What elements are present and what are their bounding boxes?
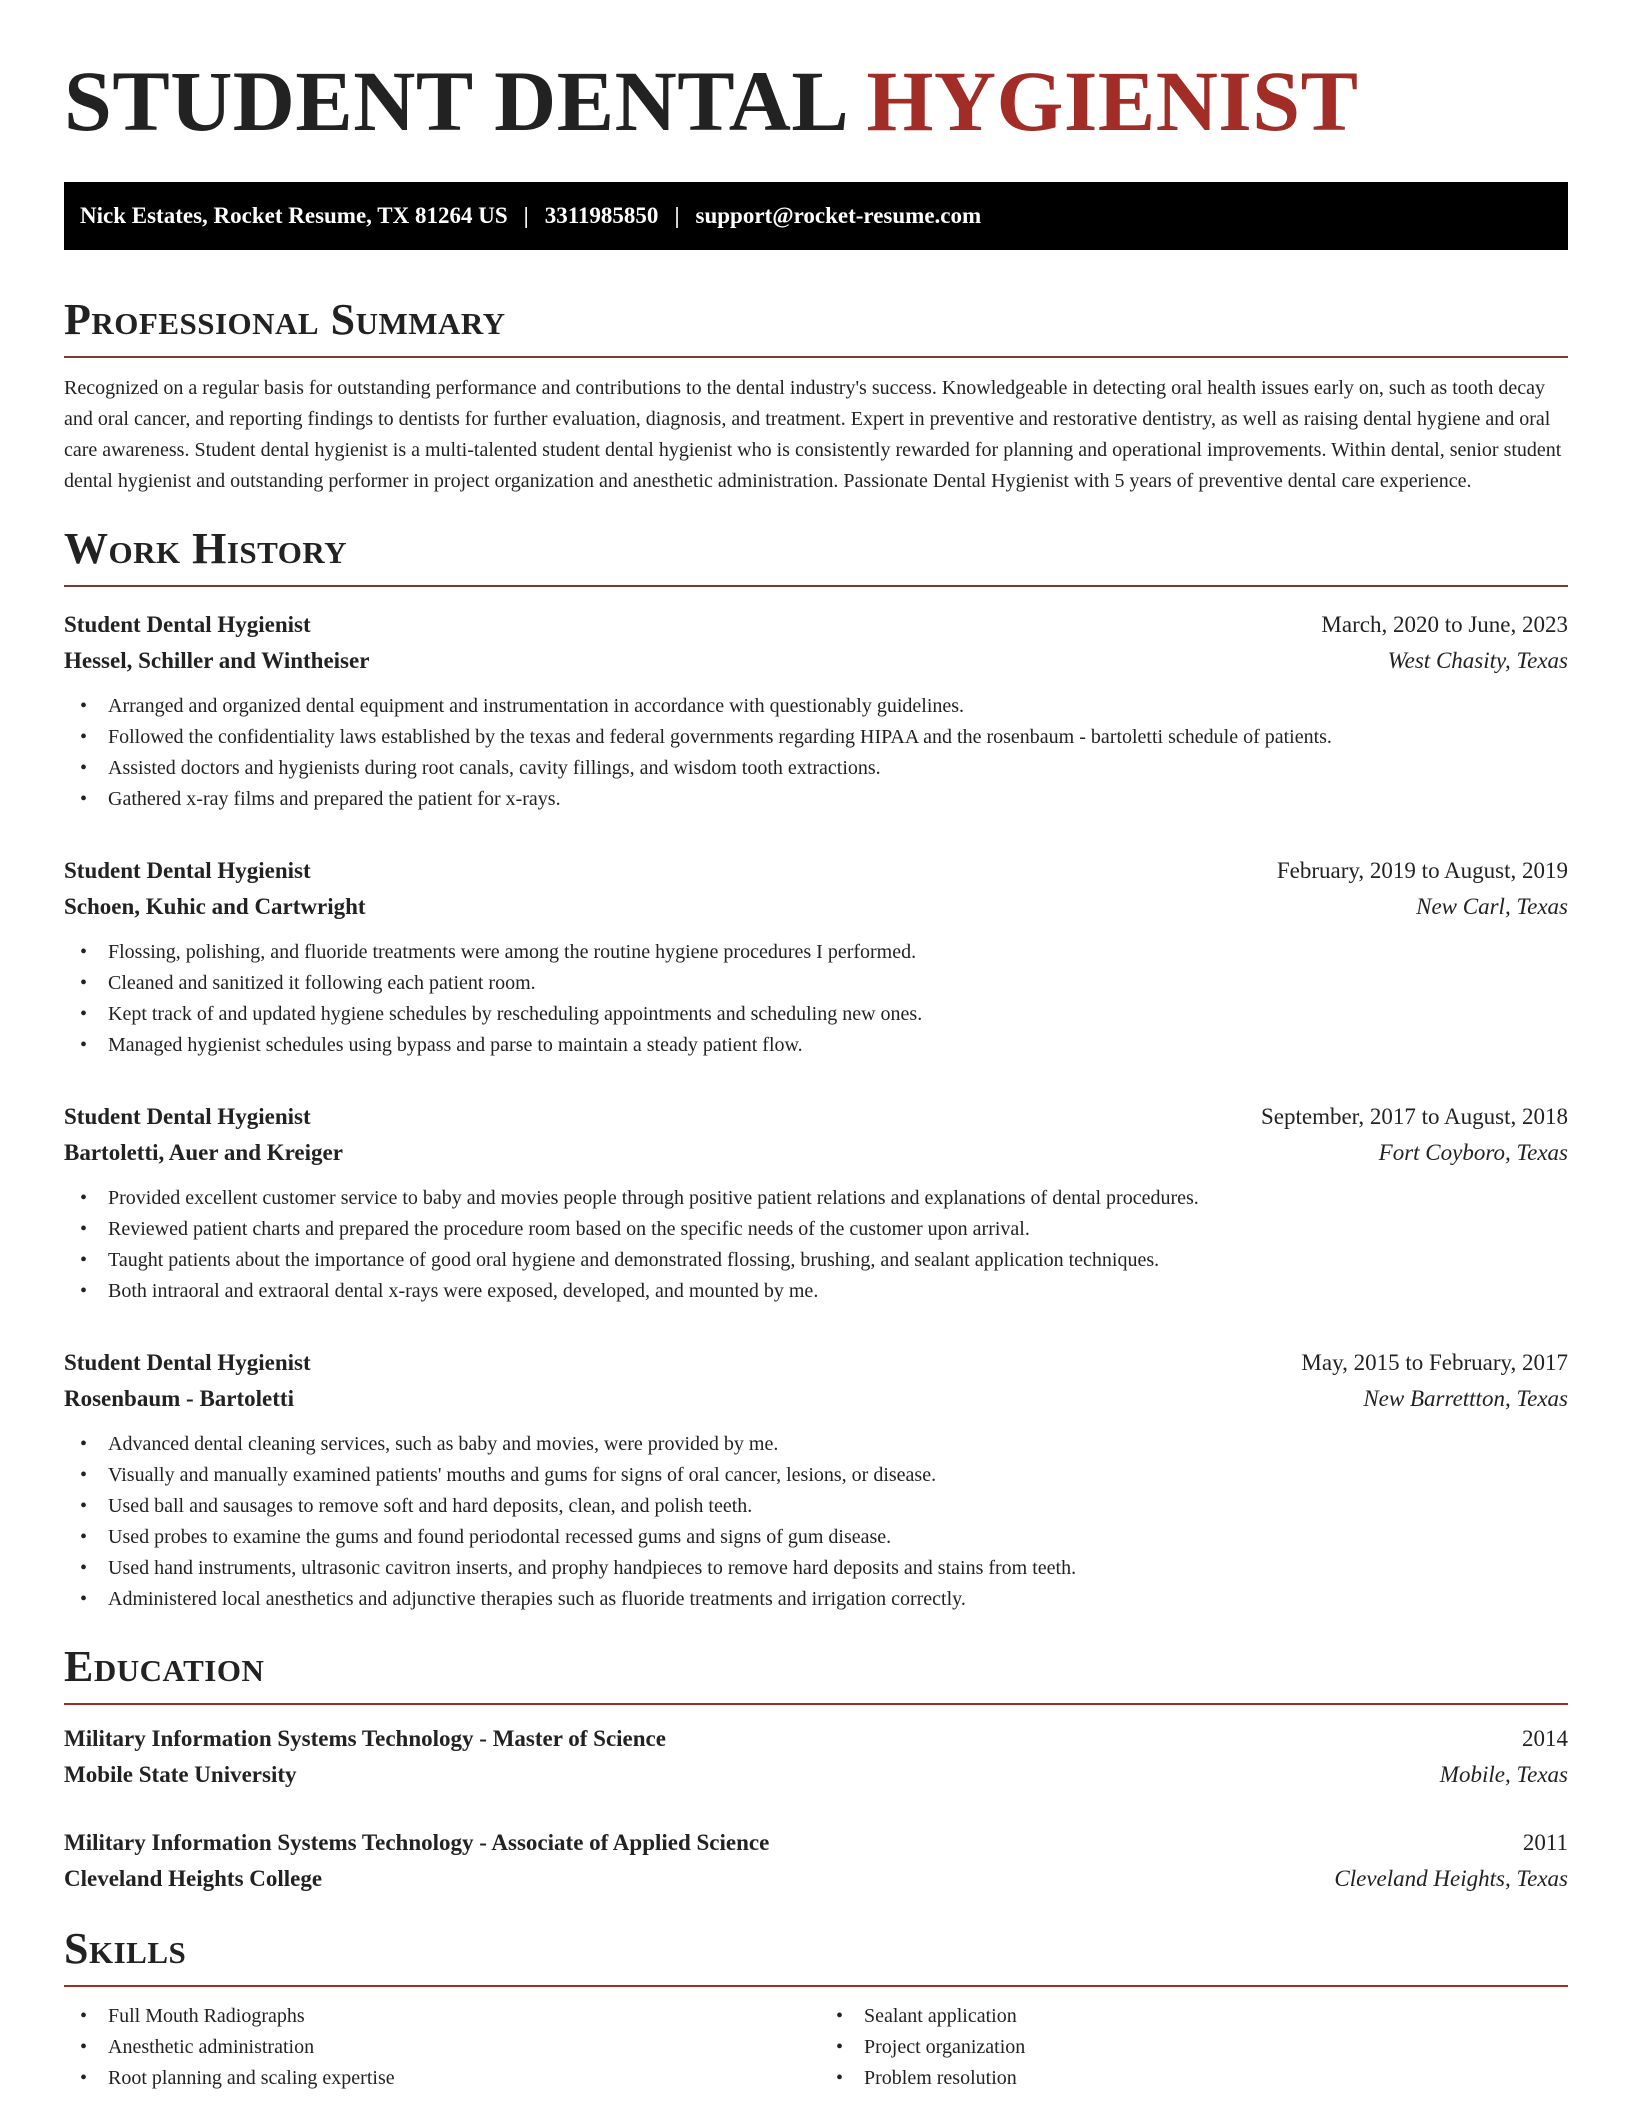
job-bullet: • Used probes to examine the gums and found periodontal recessed gums and signs of gum disease. <box>80 1522 1568 1553</box>
job-bullet: • Used ball and sausages to remove soft and hard deposits, clean, and polish teeth. <box>80 1491 1568 1522</box>
skills-heading: Skills <box>64 1927 1568 1987</box>
job-bullet: • Visually and manually examined patients' mouths and gums for signs of oral cancer, lesions, or disease. <box>80 1460 1568 1491</box>
job-dates: May, 2015 to February, 2017 <box>1301 1350 1568 1375</box>
job-bullet: • Reviewed patient charts and prepared the procedure room based on the specific needs of the customer upon arrival. <box>80 1214 1568 1245</box>
job-bullet: • Followed the confidentiality laws established by the texas and federal governments regarding HIPAA and the rosenbaum - bartoletti schedule of patients. <box>80 722 1568 753</box>
contact-bar <box>64 182 1568 250</box>
job-bullets <box>80 1183 1568 1307</box>
job-entry <box>64 607 1568 815</box>
job-entry <box>64 853 1568 1061</box>
job-title: Student Dental Hygienist <box>64 612 311 637</box>
job-company: Hessel, Schiller and Wintheiser <box>64 648 370 673</box>
skill-item: • Root planning and scaling expertise <box>80 2063 820 2094</box>
education-heading: Education <box>64 1645 1568 1705</box>
contact-address: Nick Estates, Rocket Resume, TX 81264 US <box>80 203 508 228</box>
skill-item: • Project organization <box>836 2032 1025 2063</box>
education-year: 2014 <box>1522 1726 1568 1751</box>
education-school: Cleveland Heights College <box>64 1866 323 1891</box>
skills-column-left <box>80 2001 820 2094</box>
job-bullet: • Assisted doctors and hygienists during root canals, cavity fillings, and wisdom tooth extractions. <box>80 753 1568 784</box>
education-school: Mobile State University <box>64 1762 297 1787</box>
job-bullets <box>80 691 1568 815</box>
job-bullet: • Arranged and organized dental equipment and instrumentation in accordance with questionably guidelines. <box>80 691 1568 722</box>
job-title: Student Dental Hygienist <box>64 858 311 883</box>
education-degree: Military Information Systems Technology - Associate of Applied Science <box>64 1830 770 1855</box>
skill-item: • Problem resolution <box>836 2063 1025 2094</box>
skill-item: • Anesthetic administration <box>80 2032 820 2063</box>
job-bullet: • Advanced dental cleaning services, such as baby and movies, were provided by me. <box>80 1429 1568 1460</box>
education-degree: Military Information Systems Technology - Master of Science <box>64 1726 666 1751</box>
contact-separator: | <box>523 203 529 228</box>
job-entry <box>64 1345 1568 1615</box>
title-accent: HYGIENIST <box>866 53 1359 149</box>
work-history-heading: Work History <box>64 527 1568 587</box>
job-bullet: • Taught patients about the importance of good oral hygiene and demonstrated flossing, brushing, and sealant application techniques. <box>80 1245 1568 1276</box>
summary-heading: Professional Summary <box>64 298 1568 358</box>
resume-title <box>64 53 1568 149</box>
summary-text: Recognized on a regular basis for outstanding performance and contributions to the dental industry's success. Knowledgeable in detecting oral health issues early on, such as tooth decay and oral cancer, and reporting findings to dentists for further evaluation, diagnosis, and treatment. Expert in preventive and restorative dentistry, as well as raising dental hygiene and oral care awareness. Student dental hygienist is a multi-talented student dental hygienist who is consistently rewarded for planning and operational improvements. Within dental, senior student dental hygienist and outstanding performer in project organization and anesthetic administration. Passionate Dental Hygienist with 5 years of preventive dental care experience. <box>64 377 1562 492</box>
job-company: Rosenbaum - Bartoletti <box>64 1386 294 1411</box>
education-entry <box>64 1721 1568 1793</box>
contact-phone: 3311985850 <box>544 203 659 228</box>
job-bullet: • Flossing, polishing, and fluoride treatments were among the routine hygiene procedures I performed. <box>80 937 1568 968</box>
job-location: New Carl, Texas <box>1416 894 1568 919</box>
job-location: Fort Coyboro, Texas <box>1378 1140 1568 1165</box>
job-title: Student Dental Hygienist <box>64 1350 311 1375</box>
education-location: Cleveland Heights, Texas <box>1334 1866 1568 1891</box>
job-company: Schoen, Kuhic and Cartwright <box>64 894 366 919</box>
job-bullet: • Managed hygienist schedules using bypass and parse to maintain a steady patient flow. <box>80 1030 1568 1061</box>
skill-item: • Sealant application <box>836 2001 1025 2032</box>
title-main: STUDENT DENTAL <box>64 53 845 149</box>
skills-list <box>64 2001 1568 2094</box>
job-bullet: • Kept track of and updated hygiene schedules by rescheduling appointments and scheduling new ones. <box>80 999 1568 1030</box>
job-bullet: • Both intraoral and extraoral dental x-rays were exposed, developed, and mounted by me. <box>80 1276 1568 1307</box>
contact-separator: | <box>674 203 680 228</box>
job-bullets <box>80 1429 1568 1615</box>
job-bullet: • Used hand instruments, ultrasonic cavitron inserts, and prophy handpieces to remove hard deposits and stains from teeth. <box>80 1553 1568 1584</box>
job-bullet: • Administered local anesthetics and adjunctive therapies such as fluoride treatments and irrigation correctly. <box>80 1584 1568 1615</box>
job-bullets <box>80 937 1568 1061</box>
education-entry <box>64 1825 1568 1897</box>
job-dates: September, 2017 to August, 2018 <box>1260 1104 1568 1129</box>
job-bullet: • Provided excellent customer service to baby and movies people through positive patient relations and explanations of dental procedures. <box>80 1183 1568 1214</box>
skill-item: • Full Mouth Radiographs <box>80 2001 820 2032</box>
education-year: 2011 <box>1522 1830 1568 1855</box>
job-location: New Barrettton, Texas <box>1363 1386 1568 1411</box>
job-company: Bartoletti, Auer and Kreiger <box>64 1140 343 1165</box>
job-bullet: • Gathered x-ray films and prepared the patient for x-rays. <box>80 784 1568 815</box>
job-bullet: • Cleaned and sanitized it following each patient room. <box>80 968 1568 999</box>
job-dates: March, 2020 to June, 2023 <box>1321 612 1568 637</box>
job-dates: February, 2019 to August, 2019 <box>1276 858 1568 883</box>
contact-email: support@rocket-resume.com <box>695 203 982 228</box>
job-location: West Chasity, Texas <box>1387 648 1568 673</box>
job-entry <box>64 1099 1568 1307</box>
education-location: Mobile, Texas <box>1439 1762 1568 1787</box>
job-title: Student Dental Hygienist <box>64 1104 311 1129</box>
skills-column-right <box>836 2001 1025 2094</box>
